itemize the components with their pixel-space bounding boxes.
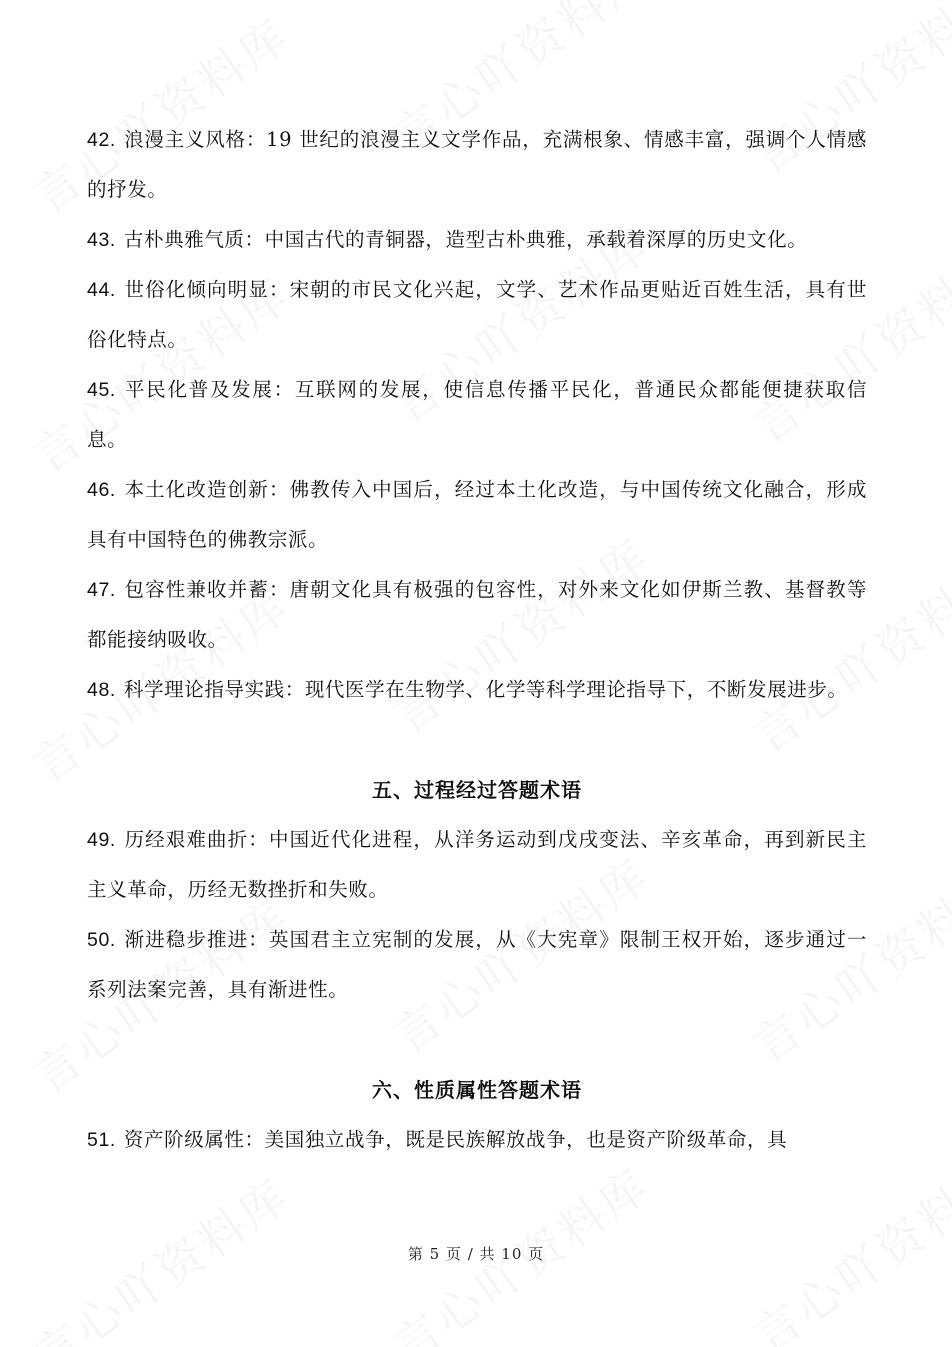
list-item xyxy=(87,265,867,365)
item-text: 浪漫主义风格：19 世纪的浪漫主义文学作品，充满根象、情感丰富，强调个人情感的抒发。 xyxy=(87,128,867,201)
list-item xyxy=(87,565,867,665)
item-number: 46. xyxy=(87,479,116,501)
list-item xyxy=(87,365,867,465)
item-text: 本土化改造创新：佛教传入中国后，经过本土化改造，与中国传统文化融合，形成具有中国特色的佛教宗派。 xyxy=(87,478,867,551)
item-number: 48. xyxy=(87,679,116,701)
item-number: 43. xyxy=(87,229,116,251)
item-number: 50. xyxy=(87,929,116,951)
item-number: 42. xyxy=(87,129,116,151)
list-item xyxy=(87,815,867,915)
spacer xyxy=(87,1015,867,1065)
item-text: 包容性兼收并蓄：唐朝文化具有极强的包容性，对外来文化如伊斯兰教、基督教等都能接纳吸收。 xyxy=(87,578,867,651)
section-heading: 五、过程经过答题术语 xyxy=(372,778,582,802)
document-body xyxy=(87,115,867,1165)
item-text: 平民化普及发展：互联网的发展，使信息传播平民化，普通民众都能便捷获取信息。 xyxy=(87,378,867,451)
list-item xyxy=(87,665,867,715)
item-number: 45. xyxy=(87,379,116,401)
list-item xyxy=(87,115,867,215)
item-number: 49. xyxy=(87,829,116,851)
item-number: 51. xyxy=(87,1129,116,1151)
list-item xyxy=(87,915,867,1015)
item-number: 44. xyxy=(87,279,116,301)
item-number: 47. xyxy=(87,579,116,601)
item-text: 古朴典雅气质：中国古代的青铜器，造型古朴典雅，承载着深厚的历史文化。 xyxy=(123,228,808,251)
item-text: 历经艰难曲折：中国近代化进程，从洋务运动到戊戌变法、辛亥革命，再到新民主主义革命，历经无数挫折和失败。 xyxy=(87,828,867,901)
item-text: 世俗化倾向明显：宋朝的市民文化兴起，文学、艺术作品更贴近百姓生活，具有世俗化特点。 xyxy=(87,278,867,351)
page-footer: 第 5 页 / 共 10 页 xyxy=(407,1245,545,1263)
spacer xyxy=(87,715,867,765)
item-text: 渐进稳步推进：英国君主立宪制的发展，从《大宪章》限制王权开始，逐步通过一系列法案完善，具有渐进性。 xyxy=(87,928,867,1001)
list-item xyxy=(87,1115,867,1165)
item-text: 科学理论指导实践：现代医学在生物学、化学等科学理论指导下，不断发展进步。 xyxy=(123,678,848,701)
section-heading: 六、性质属性答题术语 xyxy=(372,1078,582,1102)
list-item xyxy=(87,215,867,265)
list-item xyxy=(87,465,867,565)
item-text: 资产阶级属性：美国独立战争，既是民族解放战争，也是资产阶级革命，具 xyxy=(123,1128,788,1151)
